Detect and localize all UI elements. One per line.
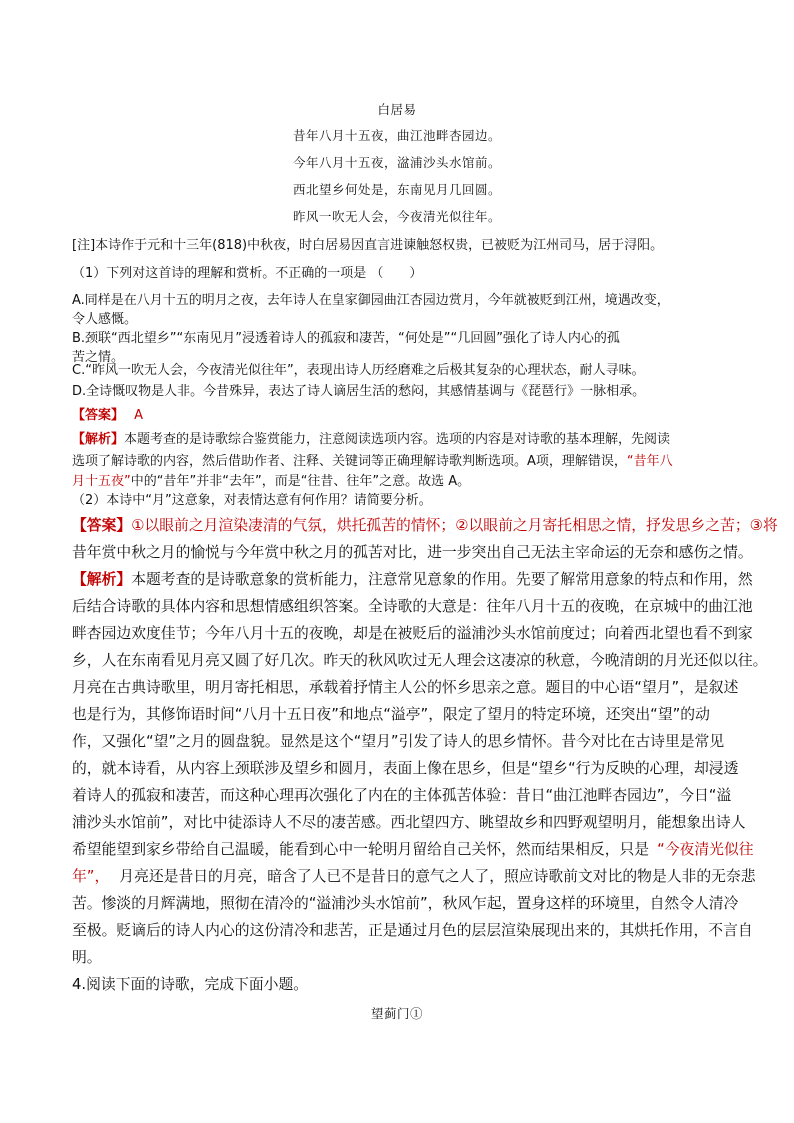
analysis-text: 中的“昔年”并非“去年”，而是“往昔、往年”之意。故选 A。 — [130, 474, 471, 489]
q2-analysis-line: 后结合诗歌的具体内容和思想情感组织答案。全诗歌的大意是：往年八月十五的夜晚，在京城中的曲江池 — [72, 598, 753, 615]
poem-line: 昔年八月十五夜，曲江池畔杏园边。 — [292, 128, 501, 143]
q2-analysis-line: 至极。贬谪后的诗人内心的这份清冷和悲苦，正是通过月色的层层渲染展现出来的，其烘托作用，不言自 — [72, 922, 753, 939]
q2-analysis-line: 浦沙头水馆前”，对比中徒添诗人不尽的凄苦感。西北望四方、眺望故乡和四野观望明月，能想象出诗人 — [72, 814, 746, 831]
analysis-text: 选项了解诗歌的内容，然后借助作者、注释、关键词等正确理解诗歌判断选项。A项，理解错误， — [72, 454, 627, 469]
q2-stem: （2）本诗中“月”这意象，对表情达意有何作用？请简要分析。 — [72, 493, 432, 508]
q4-stem: 4.阅读下面的诗歌，完成下面小题。 — [72, 976, 309, 993]
poem-line: 西北望乡何处是，东南见月几回圆。 — [292, 182, 501, 197]
q2-answer — [72, 514, 778, 535]
q1-analysis-line — [72, 450, 673, 469]
analysis-quote: 月十五夜” — [72, 474, 131, 489]
analysis-quote: 年”， — [72, 868, 110, 885]
q2-answer-cont: 昔年赏中秋之月的愉悦与今年赏中秋之月的孤苦对比，进一步突出自己无法主宰命运的无奈和感伤之情。 — [72, 544, 753, 561]
answer-text: ①以眼前之月渲染凄清的气氛，烘托孤苦的情怀；②以眼前之月寄托相思之情，抒发思乡之苦；③将 — [131, 517, 778, 534]
q1-analysis-line — [72, 428, 670, 447]
q1-option-a-cont: 令人感慨。 — [72, 312, 138, 327]
analysis-label: 【解析】 — [72, 571, 132, 588]
q2-analysis-line — [72, 865, 756, 886]
q1-option-c: C.“昨风一吹无人会，今夜清光似往年”，表现出诗人历经磨难之后极其复杂的心理状态，耐人寻味。 — [72, 363, 645, 378]
q1-option-b: B.颈联“西北望乡”“东南见月”浸透着诗人的孤寂和凄苦，“何处是”“几回圆”强化了诗人内心的孤 — [72, 331, 620, 346]
q2-analysis-line: 月亮在古典诗歌里，明月寄托相思，承载着抒情主人公的怀乡思亲之意。题目的中心语“望月”，是叙述 — [72, 679, 739, 696]
answer-value: A — [134, 408, 144, 423]
analysis-text: 本题考查的是诗歌综合鉴赏能力，注意阅读选项内容。选项的内容是对诗歌的基本理解，先阅读 — [124, 432, 671, 447]
analysis-text: 希望能望到家乡带给自己温暖，能看到心中一轮明月留给自己关怀，然而结果相反，只是 — [72, 841, 650, 858]
q2-analysis-line: 畔杏园边欢度佳节；今年八月十五的夜晚，却是在被贬后的溢浦沙头水馆前度过；向着西北望也看不到家 — [72, 625, 753, 642]
q1-option-a: A.同样是在八月十五的明月之夜，去年诗人在皇家御园曲江杏园边赏月，今年就被贬到江州，境遇改变， — [72, 293, 670, 308]
analysis-text: 月亮还是昔日的月亮，暗含了人已不是昔日的意气之人了，照应诗歌前文对比的物是人非的无奈悲 — [119, 868, 756, 885]
poem-note: [注]本诗作于元和十三年(818)中秋夜，时白居易因直言进谏触怒权贵，已被贬为江州司马，居于浔阳。 — [72, 238, 664, 253]
analysis-quote: “昔年八 — [626, 454, 673, 469]
analysis-quote: “今夜清光似往 — [657, 841, 754, 858]
q1-answer — [72, 404, 143, 423]
q1-analysis-line — [72, 470, 470, 489]
q4-poem-title: 望蓟门① — [370, 1006, 423, 1021]
q1-stem: （1）下列对这首诗的理解和赏析。不正确的一项是 （ ） — [72, 266, 423, 281]
poem-author: 白居易 — [377, 102, 417, 117]
q2-analysis-line: 也是行为，其修饰语时间“八月十五日夜”和地点“溢亭”，限定了望月的特定环境，还突出“望”的动 — [72, 706, 710, 723]
q2-analysis-line: 苦。惨淡的月辉满地，照彻在清冷的“溢浦沙头水馆前”，秋风乍起，置身这样的环境里，自然令人清冷 — [72, 895, 739, 912]
analysis-label: 【解析】 — [72, 432, 125, 447]
q2-analysis-line: 乡，人在东南看见月亮又圆了好几次。昨天的秋风吹过无人理会这凄凉的秋意，今晚清朗的月光还似以往。 — [72, 652, 768, 669]
q2-analysis-line — [72, 838, 754, 859]
q2-analysis-line: 的，就本诗看，从内容上颈联涉及望乡和圆月，表面上像在思乡，但是“望乡“行为反映的心理，却浸透 — [72, 760, 739, 777]
poem-line: 今年八月十五夜，湓浦沙头水馆前。 — [292, 155, 501, 170]
q2-analysis-line: 明。 — [72, 949, 102, 966]
analysis-text: 本题考查的是诗歌意象的赏析能力，注意常见意象的作用。先要了解常用意象的特点和作用，然 — [131, 571, 753, 588]
q1-option-b-cont: 苦之情。 — [72, 350, 125, 365]
q2-analysis-line: 着诗人的孤寂和凄苦，而这种心理再次强化了内在的主体孤苦体验：昔日“曲江池畔杏园边”，今日“溢 — [72, 787, 732, 804]
answer-label: 【答案】 — [72, 517, 132, 534]
q1-option-d: D.全诗慨叹物是人非。今昔殊异，表达了诗人谪居生活的愁闷，其感情基调与《琵琶行》一脉相承。 — [72, 384, 646, 399]
answer-label: 【答案】 — [72, 408, 125, 423]
poem-line: 昨风一吹无人会，今夜清光似往年。 — [292, 209, 501, 224]
q2-analysis-line: 作，又强化“望”之月的圆盘貌。显然是这个“望月”引发了诗人的思乡情怀。昔今对比在古诗里是常见 — [72, 733, 725, 750]
q2-analysis-line — [72, 568, 753, 589]
